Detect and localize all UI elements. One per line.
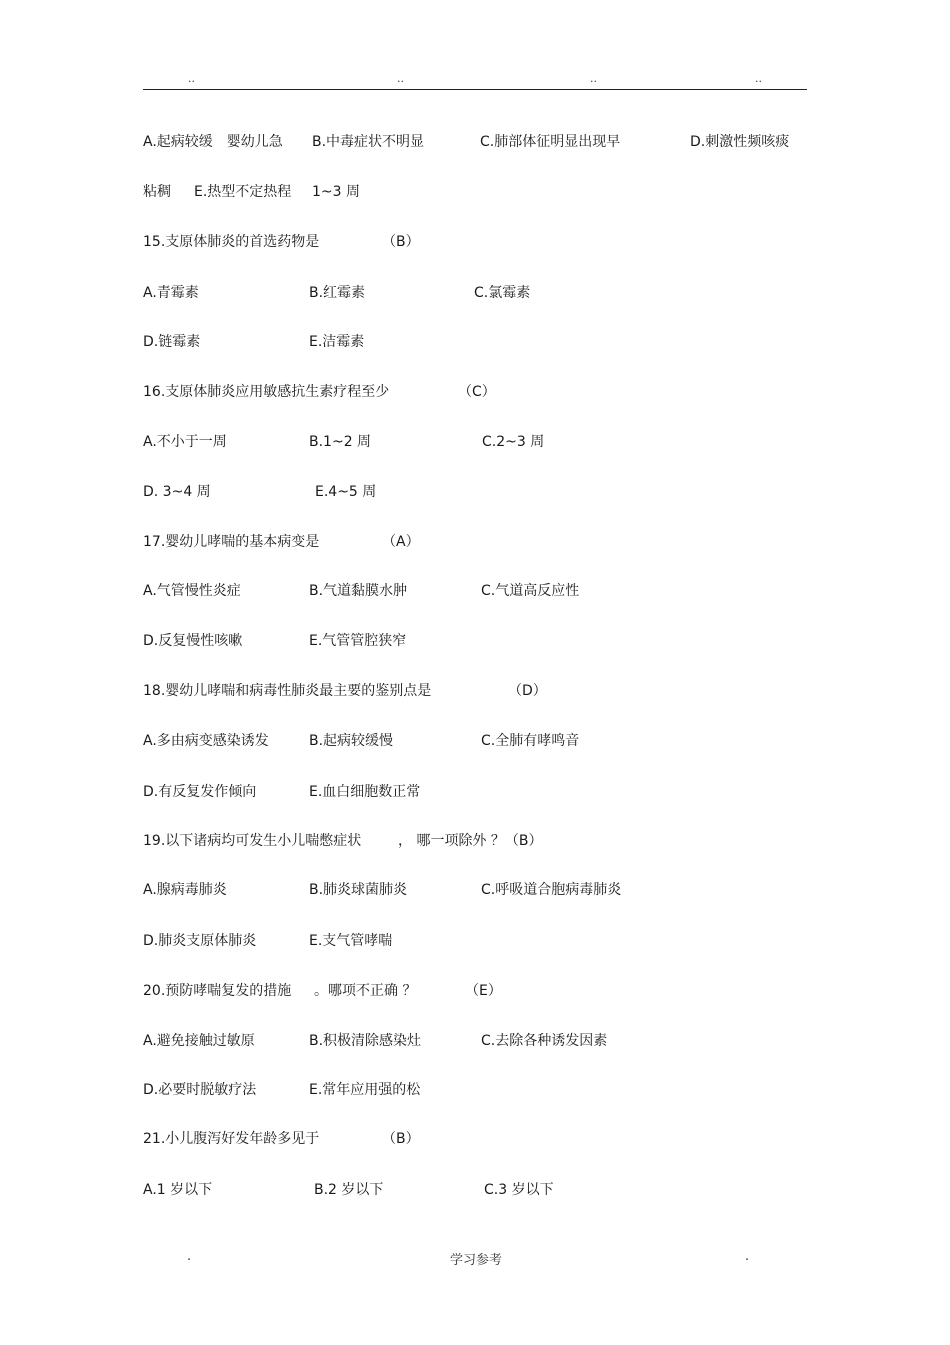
text-line (0, 282, 950, 304)
text-segment: B.起病较缓慢 (309, 733, 394, 749)
header-dots: .. (397, 72, 404, 85)
text-segment: E.气管管腔狭窄 (309, 633, 407, 649)
text-segment: 1~3 周 (312, 184, 360, 200)
text-segment: D. 3~4 周 (143, 484, 211, 500)
footer-left-dot: . (187, 1249, 192, 1264)
text-line (0, 1030, 950, 1052)
text-segment: D.必要时脱敏疗法 (143, 1082, 257, 1098)
text-segment: E.常年应用强的松 (309, 1082, 421, 1098)
text-segment: （B） (382, 234, 420, 250)
text-line (0, 1079, 950, 1101)
text-segment: A.避免接触过敏原 (143, 1033, 255, 1049)
text-segment: （D） (508, 683, 547, 699)
text-segment: （C） (458, 384, 496, 400)
text-segment: B.肺炎球菌肺炎 (309, 882, 408, 898)
text-line (0, 181, 950, 203)
text-line (0, 980, 950, 1002)
text-segment: C.气道高反应性 (481, 583, 580, 599)
text-line (0, 481, 950, 503)
text-segment: （B） (382, 1131, 420, 1147)
text-line (0, 1179, 950, 1201)
text-segment: E.血白细胞数正常 (309, 784, 421, 800)
text-line (0, 730, 950, 752)
text-segment: 20.预防哮喘复发的措施 (143, 983, 292, 999)
text-segment: D.刺激性频咳痰 (690, 134, 790, 150)
text-line (0, 781, 950, 803)
text-segment: D.肺炎支原体肺炎 (143, 933, 257, 949)
header-rule (143, 89, 807, 90)
text-segment: A.青霉素 (143, 285, 199, 301)
text-segment: E.热型不定热程 (194, 184, 292, 200)
text-line (0, 930, 950, 952)
text-segment: E.支气管哮喘 (309, 933, 393, 949)
text-line (0, 580, 950, 602)
footer-right-dot: . (745, 1249, 750, 1264)
text-line (0, 431, 950, 453)
text-line (0, 131, 950, 153)
text-segment: A.气管慢性炎症 (143, 583, 241, 599)
text-segment: E.洁霉素 (309, 334, 365, 350)
text-segment: 15.支原体肺炎的首选药物是 (143, 234, 320, 250)
text-line (0, 830, 950, 852)
text-segment: A.不小于一周 (143, 434, 227, 450)
text-segment: 。哪项不正确 ？ (314, 983, 417, 999)
text-line (0, 630, 950, 652)
text-line (0, 381, 950, 403)
text-segment: B.红霉素 (309, 285, 366, 301)
text-segment: C.氯霉素 (474, 285, 531, 301)
text-segment: 17.婴幼儿哮喘的基本病变是 (143, 534, 320, 550)
header-dots: .. (755, 72, 762, 85)
header-dots: .. (590, 72, 597, 85)
text-line (0, 231, 950, 253)
text-segment: B.2 岁以下 (314, 1182, 384, 1198)
footer-caption: 学习参考 (450, 1253, 503, 1268)
text-segment: D.链霉素 (143, 334, 201, 350)
text-segment: C.3 岁以下 (484, 1182, 554, 1198)
text-segment: A.1 岁以下 (143, 1182, 213, 1198)
text-segment: C.去除各种诱发因素 (481, 1033, 608, 1049)
text-segment: （E） (465, 983, 502, 999)
text-segment: B.积极清除感染灶 (309, 1033, 422, 1049)
text-segment: 16.支原体肺炎应用敏感抗生素疗程至少 (143, 384, 390, 400)
text-segment: A.腺病毒肺炎 (143, 882, 227, 898)
text-segment: B.中毒症状不明显 (312, 134, 425, 150)
text-segment: （A） (382, 534, 420, 550)
text-line (0, 680, 950, 702)
text-line (0, 531, 950, 553)
text-segment: 21.小儿腹泻好发年龄多见于 (143, 1131, 320, 1147)
text-line (0, 879, 950, 901)
text-segment: 粘稠 (143, 184, 171, 200)
text-segment: B.1~2 周 (309, 434, 372, 450)
text-segment: A.起病较缓 婴幼儿急 (143, 134, 283, 150)
text-segment: C.肺部体征明显出现早 (480, 134, 621, 150)
text-segment: C.呼吸道合胞病毒肺炎 (481, 882, 622, 898)
text-segment: 18.婴幼儿哮喘和病毒性肺炎最主要的鉴别点是 (143, 683, 432, 699)
text-segment: C.2~3 周 (482, 434, 545, 450)
text-segment: D.反复慢性咳嗽 (143, 633, 243, 649)
text-segment: E.4~5 周 (315, 484, 377, 500)
text-segment: A.多由病变感染诱发 (143, 733, 269, 749)
text-segment: D.有反复发作倾向 (143, 784, 257, 800)
header-dots: .. (188, 72, 195, 85)
text-line (0, 1128, 950, 1150)
text-segment: C.全肺有哮鸣音 (481, 733, 580, 749)
text-segment: B.气道黏膜水肿 (309, 583, 408, 599)
text-segment: 19.以下诸病均可发生小儿喘憋症状 (143, 833, 362, 849)
text-line (0, 331, 950, 353)
text-segment: ， 哪一项除外 ？（B） (398, 833, 543, 849)
